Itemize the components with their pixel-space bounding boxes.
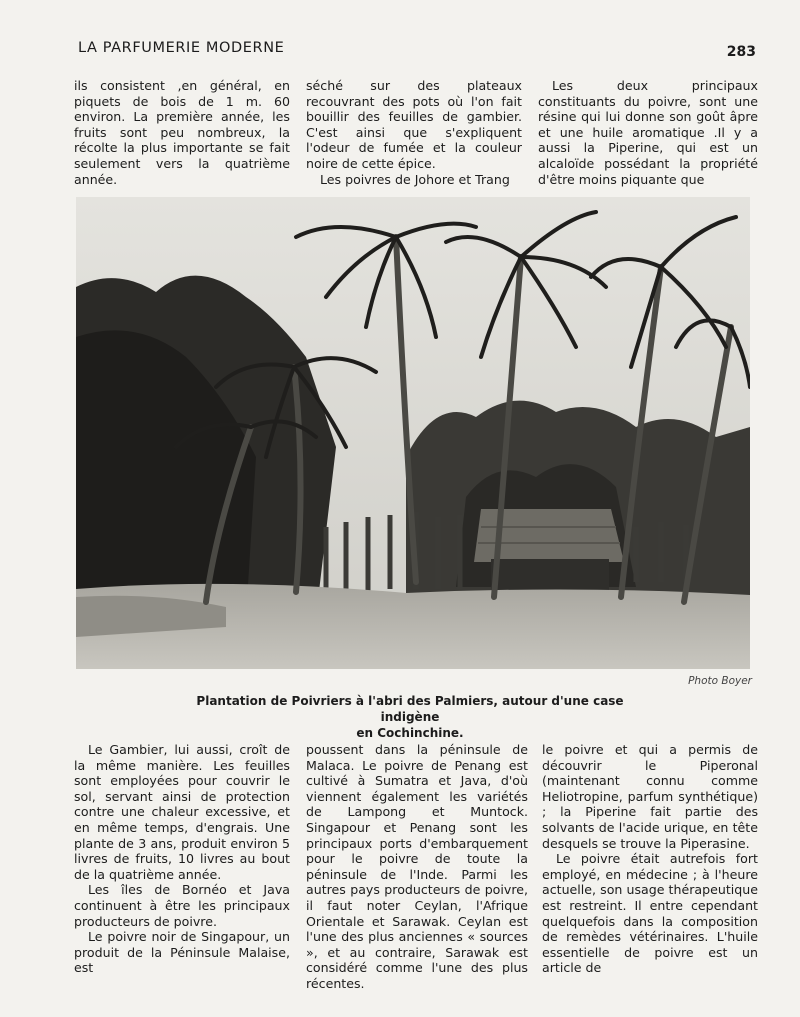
figure-caption — [190, 693, 630, 741]
paragraph: Les poivres de Johore et Trang — [320, 171, 510, 187]
paragraph: Le poivre noir de Singapour, un produit de la Péninsule Malaise, est — [74, 929, 290, 976]
photo-credit: Photo Boyer — [688, 675, 752, 687]
paragraph: Le poivre était autrefois fort employé, en médecine ; à l'heure actuelle, son usage thérapeutique est restreint. Il entre cependant quelquefois dans la composition de remèdes vétérinaires. L'huile essentielle de poivre est un article de — [542, 851, 758, 976]
bottom-column-2 — [306, 742, 528, 992]
paragraph: ils consistent ,en général, en piquets de bois de 1 m. 60 environ. La première année, les fruits sont peu nombreux, la récolte la plus importante se fait seulement vers la quatrième année. — [74, 78, 290, 187]
top-column-1 — [74, 78, 290, 187]
plantation-photo-graphic — [76, 197, 750, 669]
paragraph: Les îles de Bornéo et Java continuent à être les principaux producteurs de poivre. — [74, 882, 290, 929]
caption-line-1: Plantation de Poivriers à l'abri des Palmiers, autour d'une case indigène — [196, 694, 624, 724]
top-column-3 — [538, 78, 758, 187]
paragraph: séché sur des plateaux recouvrant des pots où l'on fait bouillir des feuilles de gambier. C'est ainsi que s'expliquent l'odeur de fumée et la couleur noire de cette épice. — [306, 78, 522, 171]
plantation-photo — [76, 197, 750, 669]
top-column-2 — [306, 78, 522, 187]
journal-title: LA PARFUMERIE MODERNE — [78, 40, 285, 56]
page-number: 283 — [726, 44, 756, 60]
paragraph: le poivre et qui a permis de découvrir le Piperonal (maintenant connu comme Heliotropine, parfum synthétique) ; la Piperine fait partie des solvants de l'acide urique, en tête desquels se trouve la Piperasine. — [542, 742, 758, 851]
caption-line-2: en Cochinchine. — [356, 726, 464, 740]
bottom-column-3 — [542, 742, 758, 976]
paragraph: Les deux principaux constituants du poivre, sont une résine qui lui donne son goût âpre et une huile aromatique .Il y a aussi la Piperine, qui est un alcaloïde possédant la propriété d'être moins piquante que — [538, 78, 758, 187]
paragraph: poussent dans la péninsule de Malaca. Le poivre de Penang est cultivé à Sumatra et Java, d'où viennent également les variétés de Lampong et Muntock. Singapour et Penang sont les principaux ports d'embarquement pour le poivre de toute la péninsule de l'Inde. Parmi les autres pays producteurs de poivre, il faut noter Ceylan, l'Afrique Orientale et Sarawak. Ceylan est l'une des plus anciennes « sources », et au contraire, Sarawak est considéré comme l'une des plus récentes. — [306, 742, 528, 991]
paragraph: Le Gambier, lui aussi, croît de la même manière. Les feuilles sont employées pour couvrir le sol, servant ainsi de protection contre une chaleur excessive, et en même temps, d'engrais. Une plante de 3 ans, produit environ 5 livres de fruits, 10 livres au bout de la quatrième année. — [74, 742, 290, 882]
bottom-column-1 — [74, 742, 290, 976]
